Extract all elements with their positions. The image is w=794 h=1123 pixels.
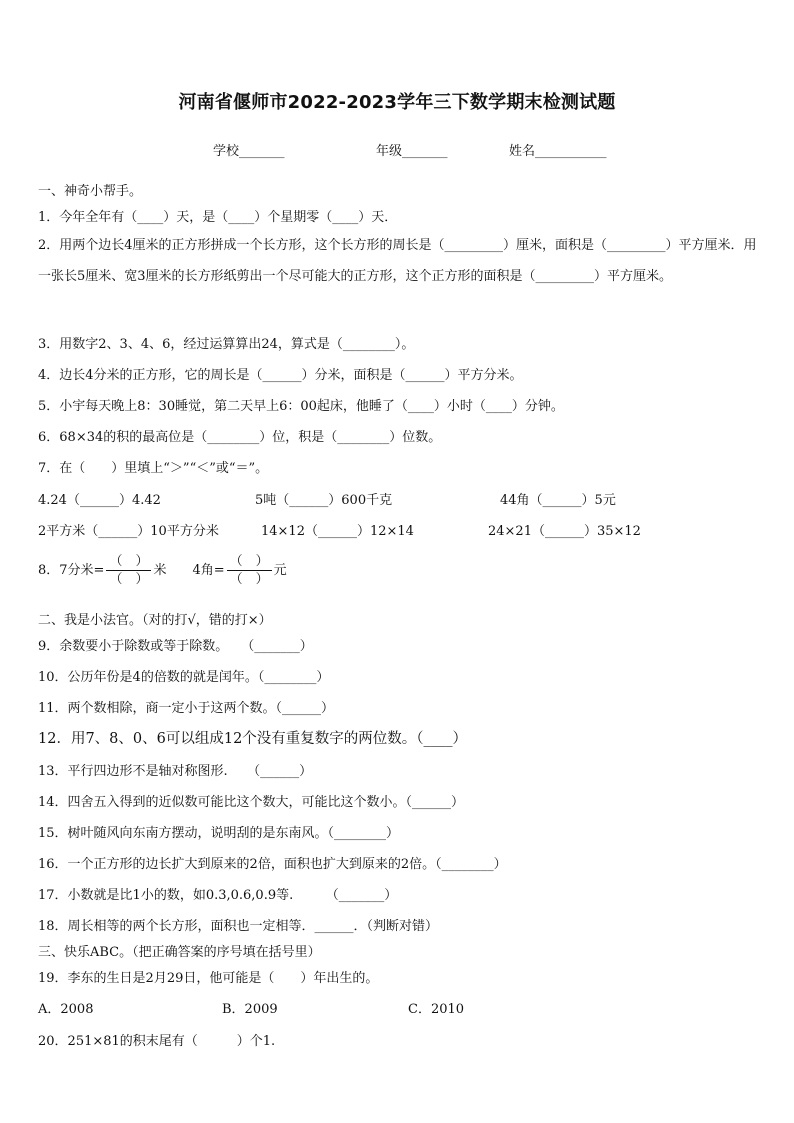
question-3: 3．用数字2、3、4、6，经过运算算出24，算式是（________）。 (38, 337, 415, 352)
q7-item-1: 4.24（______）4.42 (38, 493, 161, 508)
q8-unit-2: 元 (273, 563, 287, 578)
school-field (213, 140, 285, 159)
grade-label: 年级 (376, 144, 403, 159)
q8-fraction-2 (227, 553, 272, 588)
grade-field (376, 140, 448, 159)
school-label: 学校 (213, 144, 240, 159)
q8-unit-1: 米 (153, 563, 167, 578)
q7-item-4: 2平方米（______）10平方分米 (38, 524, 219, 539)
name-label: 姓名 (509, 144, 536, 159)
question-14: 14．四舍五入得到的近似数可能比这个数大，可能比这个数小。（______） (38, 795, 465, 810)
question-2: 2．用两个边长4厘米的正方形拼成一个长方形，这个长方形的周长是（_________）厘米，面积是（_________）平方厘米．用一张长5厘米、宽3厘米的长方形纸剪出一个尽可能大的正方形，这个正方形的面积是（_________）平方厘米。 (38, 238, 757, 284)
question-5: 5．小宇每天晚上8：30睡觉，第二天早上6：00起床，他睡了（____）小时（____）分钟。 (38, 399, 564, 414)
page-title: 河南省偃师市2022-2023学年三下数学期末检测试题 (178, 92, 616, 113)
question-18: 18．周长相等的两个长方形，面积也一定相等．______．（判断对错） (38, 919, 439, 934)
q7-item-5: 14×12（______）12×14 (261, 524, 414, 539)
section2-heading: 二、我是小法官。（对的打√，错的打×） (38, 613, 272, 628)
question-7: 7．在（ ）里填上“＞”“＜”或“＝”。 (38, 461, 269, 476)
question-4: 4．边长4分米的正方形，它的周长是（______）分米，面积是（______）平方分米。 (38, 368, 523, 383)
question-11: 11．两个数相除，商一定小于这两个数。（______） (38, 701, 335, 716)
question-1: 1．今年全年有（____）天，是（____）个星期零（____）天． (38, 210, 398, 225)
grade-blank: _______ (402, 144, 448, 159)
name-field (509, 140, 607, 159)
question-6: 6．68×34的积的最高位是（________）位，积是（________）位数。 (38, 430, 442, 445)
q8-frac1-denominator: （ ） (109, 572, 149, 587)
q7-item-6: 24×21（______）35×12 (488, 524, 641, 539)
q19-option-b: B．2009 (222, 1002, 278, 1017)
school-blank: _______ (239, 144, 285, 159)
question-9: 9．余数要小于除数或等于除数。 （_______） (38, 639, 313, 654)
q8-fraction-1 (106, 553, 151, 588)
question-19: 19．李东的生日是2月29日，他可能是（ ）年出生的。 (38, 971, 379, 986)
question-16: 16．一个正方形的边长扩大到原来的2倍，面积也扩大到原来的2倍。（________） (38, 857, 507, 872)
question-17: 17．小数就是比1小的数，如0.3,0.6,0.9等. （_______） (38, 888, 398, 903)
name-blank: ___________ (535, 144, 607, 159)
question-12: 12．用7、8、0、6可以组成12个没有重复数字的两位数。（____） (38, 731, 468, 747)
q8-prefix: 8．7分米= (38, 563, 105, 578)
q7-item-2: 5吨（______）600千克 (255, 493, 393, 508)
q19-option-a: A．2008 (38, 1002, 94, 1017)
q8-frac1-numerator: （ ） (106, 553, 151, 571)
section1-heading: 一、神奇小帮手。 (38, 184, 143, 199)
question-8 (38, 553, 287, 588)
question-10: 10．公历年份是4的倍数的就是闰年。（________） (38, 670, 330, 685)
q7-item-3: 44角（______）5元 (500, 493, 616, 508)
q19-option-c: C．2010 (408, 1002, 465, 1017)
q8-middle: 4角= (192, 563, 225, 578)
q8-frac2-numerator: （ ） (227, 553, 272, 571)
question-20: 20．251×81的积末尾有（ ）个1. (38, 1034, 276, 1049)
question-13: 13．平行四边形不是轴对称图形. （______） (38, 764, 313, 779)
question-15: 15．树叶随风向东南方摆动，说明刮的是东南风。（________） (38, 826, 400, 841)
section3-heading: 三、快乐ABC。（把正确答案的序号填在括号里） (38, 945, 321, 960)
q8-frac2-denominator: （ ） (229, 572, 269, 587)
